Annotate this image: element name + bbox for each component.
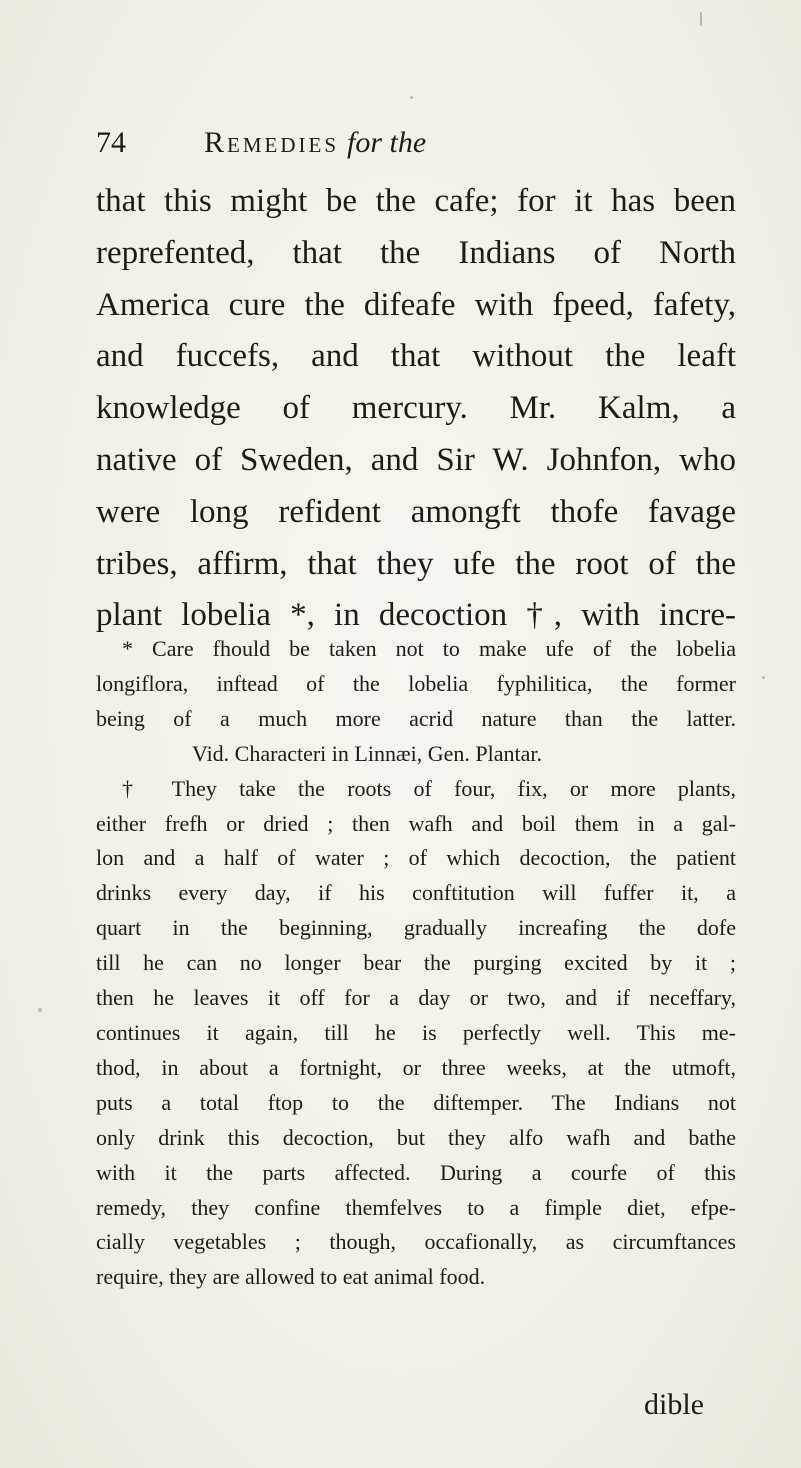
footnote-line: being of a much more acrid nature than the latter. xyxy=(96,705,736,731)
footnote-line: Vid. Characteri in Linnæi, Gen. Plantar. xyxy=(192,740,542,766)
body-line: reprefented, that the Indians of North xyxy=(96,234,736,271)
body-line: and fuccefs, and that without the leaft xyxy=(96,338,736,375)
footnote-line: remedy, they confine themfelves to a fimple diet, efpe- xyxy=(96,1194,736,1220)
body-line: tribes, affirm, that they ufe the root of the xyxy=(96,545,736,582)
paper-speck xyxy=(762,676,765,679)
body-line: were long refident amongft thofe favage xyxy=(96,493,736,530)
footnote-line: drinks every day, if his conftitution will fuffer it, a xyxy=(96,880,736,906)
footnote-decoction xyxy=(96,772,736,1296)
footnote-line: cially vegetables ; though, occafionally, as circumftances xyxy=(96,1229,736,1255)
catchword: dible xyxy=(644,1388,704,1421)
running-head-italic: for the xyxy=(347,126,427,159)
body-line: America cure the difeafe with fpeed, fafety, xyxy=(96,286,736,323)
body-line: native of Sweden, and Sir W. Johnfon, who xyxy=(96,441,736,478)
page-header xyxy=(96,118,761,168)
footnote-line: puts a total ftop to the diftemper. The Indians not xyxy=(96,1089,736,1115)
footnote-line: only drink this decoction, but they alfo wafh and bathe xyxy=(96,1124,736,1150)
footnote-line: longiflora, inftead of the lobelia fyphilitica, the former xyxy=(96,670,736,696)
footnote-line: then he leaves it off for a day or two, and if neceffary, xyxy=(96,985,736,1011)
body-line: that this might be the cafe; for it has been xyxy=(96,183,736,219)
paper-speck xyxy=(38,1008,42,1012)
paper-speck xyxy=(700,12,702,26)
page-number: 74 xyxy=(96,126,126,159)
footnote-line: quart in the beginning, gradually increafing the dofe xyxy=(96,915,736,941)
footnote-line: either frefh or dried ; then wafh and boil them in a gal- xyxy=(96,810,736,836)
footnote-lobelia xyxy=(96,632,736,772)
running-head-caps: Remedies xyxy=(204,126,340,159)
running-head xyxy=(204,118,426,168)
paper-speck xyxy=(410,96,413,99)
footnote-line: continues it again, till he is perfectly well. This me- xyxy=(96,1019,736,1045)
body-text xyxy=(96,176,736,642)
footnote-line: thod, in about a fortnight, or three weeks, at the utmoft, xyxy=(96,1054,736,1080)
footnote-line: lon and a half of water ; of which decoction, the patient xyxy=(96,845,736,871)
footnote-line: * Care fhould be taken not to make ufe of the lobelia xyxy=(122,636,736,661)
footnote-line: † They take the roots of four, fix, or more plants, xyxy=(122,775,736,801)
footnote-line: require, they are allowed to eat animal food. xyxy=(96,1264,486,1290)
footnote-line: with it the parts affected. During a courfe of this xyxy=(96,1159,736,1185)
footnote-line: till he can no longer bear the purging excited by it ; xyxy=(96,950,736,976)
footnotes xyxy=(96,632,736,1295)
body-line: knowledge of mercury. Mr. Kalm, a xyxy=(96,390,736,427)
body-line: plant lobelia *, in decoction †, with incre- xyxy=(96,597,736,634)
